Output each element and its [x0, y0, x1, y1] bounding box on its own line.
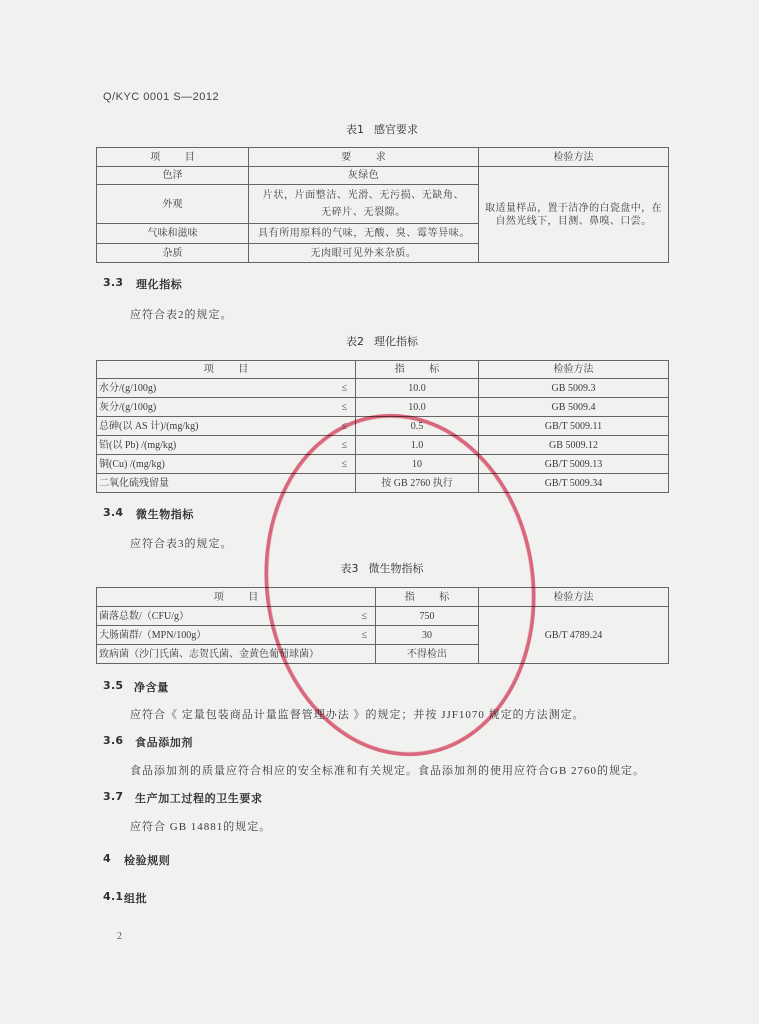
less-equal-sign: ≤ [341, 458, 347, 470]
item-label: 致病菌（沙门氏菌、志贺氏菌、金黄色葡萄球菌） [99, 648, 319, 660]
column-header-item: 项 目 [97, 361, 356, 379]
value-cell: 0.5 [356, 417, 479, 436]
table1-caption [96, 121, 668, 137]
table1-caption-title: 感官要求 [374, 123, 418, 136]
section-text: 应符合表3的规定。 [130, 538, 233, 550]
item-label: 水分/(g/100g) [99, 382, 157, 394]
value-cell: 不得检出 [376, 645, 479, 664]
item-cell [97, 645, 376, 664]
method-cell: 取适量样品，置于洁净的白瓷盘中，在自然光线下，目测、鼻嗅、口尝。 [479, 167, 669, 263]
method-cell: GB/T 5009.34 [479, 474, 669, 493]
table-row [97, 455, 669, 474]
section-title: 净含量 [134, 681, 169, 694]
table1-caption-label: 表1 [346, 123, 364, 136]
item-cell: 杂质 [97, 244, 249, 263]
requirement-cell: 无肉眼可见外来杂质。 [249, 244, 479, 263]
physicochemical-table [96, 360, 669, 493]
column-header-indicator: 指 标 [376, 588, 479, 607]
column-header-item: 项 目 [97, 588, 376, 607]
column-header-requirement: 要 求 [249, 148, 479, 167]
section-title: 生产加工过程的卫生要求 [135, 792, 263, 805]
table-header-row [97, 361, 669, 379]
item-cell [97, 398, 356, 417]
requirement-cell: 灰绿色 [249, 167, 479, 185]
requirement-cell: 片状，片面整洁、光滑、无污损、无缺角、无碎片、无裂隙。 [249, 185, 479, 224]
section-title: 检验规则 [124, 854, 171, 867]
section-title: 理化指标 [136, 278, 183, 291]
item-label: 菌落总数/（CFU/g） [99, 610, 190, 622]
table3-caption-title: 微生物指标 [368, 562, 424, 575]
item-label: 总砷(以 AS 计)/(mg/kg) [99, 420, 199, 432]
table-row [97, 474, 669, 493]
section-number: 4.1 [103, 890, 124, 903]
less-equal-sign: ≤ [361, 629, 367, 641]
item-cell: 外观 [97, 185, 249, 224]
column-header-indicator: 指 标 [356, 361, 479, 379]
item-cell: 气味和滋味 [97, 224, 249, 244]
item-label: 二氧化硫残留量 [99, 477, 169, 489]
column-header-item: 项 目 [97, 148, 249, 167]
section-title: 组批 [124, 892, 148, 905]
sensory-requirements-table [96, 147, 669, 263]
less-equal-sign: ≤ [341, 382, 347, 394]
item-cell [97, 455, 356, 474]
table-row [97, 607, 669, 626]
value-cell: 10 [356, 455, 479, 474]
method-cell: GB 5009.3 [479, 379, 669, 398]
value-cell: 1.0 [356, 436, 479, 455]
item-label: 灰分/(g/100g) [99, 401, 157, 413]
column-header-method: 检验方法 [479, 361, 669, 379]
column-header-method: 检验方法 [479, 588, 669, 607]
item-cell [97, 379, 356, 398]
section-number: 3.5 [103, 679, 124, 692]
item-label: 铅(以 Pb) /(mg/kg) [99, 439, 177, 451]
method-cell: GB/T 4789.24 [479, 607, 669, 664]
table2-caption-label: 表2 [346, 335, 364, 348]
item-cell [97, 607, 376, 626]
section-title: 食品添加剂 [135, 736, 193, 749]
table2-caption-title: 理化指标 [374, 335, 418, 348]
section-text: 食品添加剂的质量应符合相应的安全标准和有关规定。食品添加剂的使用应符合GB 2760的规定。 [130, 765, 646, 777]
section-text: 应符合 GB 14881的规定。 [130, 821, 272, 833]
less-equal-sign: ≤ [341, 401, 347, 413]
item-cell [97, 417, 356, 436]
section-text: 应符合《 定量包装商品计量监督管理办法 》的规定；并按 JJF1070 规定的方法测定。 [130, 709, 585, 721]
section-number: 3.7 [103, 790, 124, 803]
value-cell: 10.0 [356, 379, 479, 398]
value-cell: 10.0 [356, 398, 479, 417]
table-row [97, 167, 669, 185]
item-label: 铜(Cu) /(mg/kg) [99, 458, 165, 470]
item-cell [97, 436, 356, 455]
table3-caption [96, 560, 668, 576]
value-cell: 750 [376, 607, 479, 626]
value-cell: 按 GB 2760 执行 [356, 474, 479, 493]
section-number: 4 [103, 852, 111, 865]
page-number: 2 [117, 931, 122, 942]
section-number: 3.3 [103, 276, 124, 289]
less-equal-sign: ≤ [341, 420, 347, 432]
table-row [97, 379, 669, 398]
requirement-cell: 具有所用原料的气味，无酸、臭、霉等异味。 [249, 224, 479, 244]
value-cell: 30 [376, 626, 479, 645]
microbiological-table [96, 587, 669, 664]
table2-caption [96, 333, 668, 349]
method-cell: GB/T 5009.13 [479, 455, 669, 474]
method-cell: GB 5009.4 [479, 398, 669, 417]
method-cell: GB/T 5009.11 [479, 417, 669, 436]
section-number: 3.6 [103, 734, 124, 747]
table-row [97, 417, 669, 436]
less-equal-sign: ≤ [361, 610, 367, 622]
method-cell: GB 5009.12 [479, 436, 669, 455]
item-label: 大肠菌群/（MPN/100g） [99, 629, 207, 641]
table-header-row [97, 588, 669, 607]
item-cell: 色泽 [97, 167, 249, 185]
less-equal-sign: ≤ [341, 439, 347, 451]
table3-caption-label: 表3 [340, 562, 359, 575]
section-title: 微生物指标 [136, 508, 194, 521]
standard-code: Q/KYC 0001 S—2012 [103, 91, 220, 103]
item-cell [97, 626, 376, 645]
table-row [97, 436, 669, 455]
section-number: 3.4 [103, 506, 124, 519]
table-header-row [97, 148, 669, 167]
table-row [97, 398, 669, 417]
item-cell [97, 474, 356, 493]
column-header-method: 检验方法 [479, 148, 669, 167]
section-text: 应符合表2的规定。 [130, 309, 233, 321]
